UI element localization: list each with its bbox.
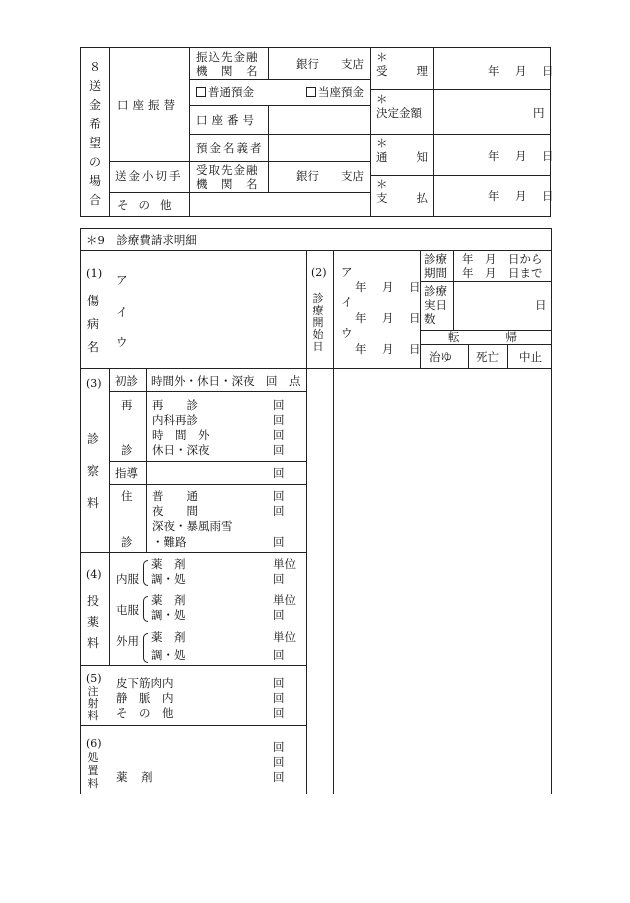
zai-label-1: 住 [121,489,133,503]
zai-item-3: 深夜・暴風雨雪 [152,519,233,533]
furikomi-label-2: 機 関 名 [196,64,259,78]
c1-label: 傷 病 名 [86,294,99,354]
tani-unit: 単位 [273,557,296,571]
disease-a: ア [116,273,128,287]
c2-num: (2) [311,266,327,279]
toza-checkbox[interactable]: 当座預金 [306,85,364,99]
start-u-date: 年 月 日 [355,342,423,356]
tenki-label: 転 帰 [448,330,517,344]
kai-unit: 回 [273,413,285,427]
zai-item-4: ・難路 [152,535,187,549]
naifuku-label: 内服 [116,572,139,586]
tonpuku-label: 屯服 [116,603,139,617]
kai-unit: 回 [273,504,285,518]
gaiyo-chosho: 調・処 [151,648,186,662]
c2-label: 診 療 開 始 日 [312,292,324,353]
kai-unit: 回 [273,466,285,480]
yen-label: 円 [533,106,545,120]
sec3-label: 診 察 料 [86,432,99,510]
start-i: イ [341,295,353,309]
kai-unit: 回 [273,489,285,503]
star-mark: ＊ [376,177,388,191]
outcome-chiyu: 治ゆ [429,350,452,364]
jitsu-label-3: 数 [424,312,436,326]
furikomi-label-1: 振込先金融 [196,50,259,64]
juri-label: 受 理 [376,64,430,78]
inj-item-2: 静 脈 内 [116,691,174,705]
naifuku-chosho: 調・処 [151,572,186,586]
kai-unit: 回 [273,398,285,412]
kai-unit: 回 [273,572,285,586]
sec5-label: 注 射 料 [87,685,99,722]
start-a-date: 年 月 日 [355,280,423,294]
futsu-checkbox[interactable]: 普通預金 [196,85,254,99]
kai-unit: 回 [273,770,285,784]
outcome-chushi: 中止 [519,350,542,364]
checkbox-icon [306,87,316,97]
juri-date: 年 月 日 [488,64,556,78]
star-mark: ＊ [376,50,388,64]
sec3-num: (3) [86,377,102,390]
shoshin-detail: 時間外・休日・深夜 回 点 [151,374,301,388]
c1-num: (1) [86,266,103,280]
gaiyo-label: 外用 [116,634,139,648]
period-from: 年 月 日から [462,252,543,266]
kai-unit: 回 [273,648,285,662]
jitsu-label-1: 診療 [424,284,447,298]
shido-label: 指導 [115,466,138,480]
uketori-label-1: 受取先金融 [196,163,259,177]
kai-unit: 回 [273,755,285,769]
sai-item-3: 時 間 外 [152,428,210,442]
brace-icon [143,596,148,622]
checkbox-icon [196,87,206,97]
sec6-label: 処 置 料 [87,751,99,790]
kettei-label: 決定金額 [376,106,422,120]
shiharai-date: 年 月 日 [488,189,556,203]
tani-unit: 単位 [273,630,296,644]
sai-item-4: 休日・深夜 [152,443,210,457]
star-mark: ＊ [376,136,388,150]
tsuchi-date: 年 月 日 [488,149,556,163]
shiharai-label: 支 払 [376,191,430,205]
check-label: 送金小切手 [115,169,183,183]
kai-unit: 回 [273,740,285,754]
tani-unit: 単位 [273,593,296,607]
branch-label: 支店 [341,57,364,71]
sai-item-2: 内科再診 [152,413,198,427]
sai-item-1: 再 診 [152,398,198,412]
brace-icon [143,560,148,586]
sec4-label: 投 薬 料 [86,594,99,650]
zai-item-1: 普 通 [152,489,198,503]
disease-u: ウ [116,335,128,349]
section9-title: ＊9 診療費請求明細 [86,233,197,247]
kikan-label-1: 診療 [424,252,447,266]
sec5-num: (5) [86,672,102,685]
kai-unit: 回 [273,706,285,720]
period-to: 年 月 日まで [462,266,543,280]
holder-label: 預金名義者 [196,141,264,155]
bank2-label: 銀行 [296,169,319,183]
naifuku-yakuzai: 薬 剤 [151,557,186,571]
shochi-yakuzai: 薬 剤 [116,770,154,784]
start-i-date: 年 月 日 [355,311,423,325]
shoshin-label: 初診 [115,374,138,388]
branch2-label: 支店 [341,169,364,183]
kai-unit: 回 [273,535,285,549]
start-a: ア [341,265,353,279]
kai-unit: 回 [273,443,285,457]
section8-label: ８ 送 金 希 望 の 場 合 [88,60,101,207]
zai-item-2: 夜 間 [152,504,198,518]
start-u: ウ [341,326,353,340]
bank-label: 銀行 [296,57,319,71]
sec6-num: (6) [86,737,102,750]
other-label: その他 [117,198,182,212]
jitsu-label-2: 実日 [424,298,447,312]
kai-unit: 回 [273,428,285,442]
kai-unit: 回 [273,676,285,690]
zai-label-2: 診 [121,535,133,549]
kikan-label-2: 期間 [424,266,447,280]
sec4-num: (4) [86,568,102,581]
uketori-label-2: 機 関 名 [196,177,259,191]
disease-i: イ [116,305,128,319]
tonpuku-yakuzai: 薬 剤 [151,593,186,607]
outcome-shibo: 死亡 [476,350,499,364]
gaiyo-yakuzai: 薬 剤 [151,630,186,644]
inj-item-3: そ の 他 [116,706,174,720]
star-mark: ＊ [376,92,388,106]
tsuchi-label: 通 知 [376,150,430,164]
brace-icon [143,633,148,663]
account-no-label: 口座番号 [196,113,258,127]
kai-unit: 回 [273,608,285,622]
inj-item-1: 皮下筋肉内 [116,676,174,690]
sai-label-1: 再 [121,398,133,412]
kai-unit: 回 [273,691,285,705]
tonpuku-chosho: 調・処 [151,608,186,622]
day-unit: 日 [535,298,547,312]
sai-label-2: 診 [121,443,133,457]
transfer-label: 口座振替 [117,98,179,112]
